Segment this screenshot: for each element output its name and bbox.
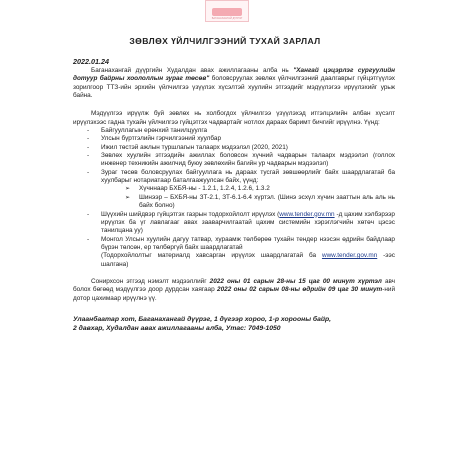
submission-deadline: 2022 оны 02 сарын 08-ны өдрийн 09 цаг 30 минут (217, 286, 383, 294)
requirement-item: - Шүүхийн шийдвэр гүйцэтгэх газрын тодорхойлолт ирүүлэх (www.tender.gov.mn -д цахим хэлбэрээр ирүүлэх ба үг лавлагааг авах зааварчилгаатай цахим системийн хэрэглэгчийн хөтөч цэсэс танилцана уу) (87, 211, 395, 236)
requirement-item: - Ижил төстэй ажлын туршлагын талаарх мэдээлэл (2020, 2021) (87, 144, 395, 152)
info-deadline: 2022 оны 01 сарын 28-ны 15 цаг 00 минут хүртэл (209, 277, 382, 285)
project-name: "Хангай цэцэрлэг сургуулийн дотуур байрны хоололлын зураг төсөв" (73, 67, 395, 83)
requirement-item: - Зураг төсөв боловсруулах байгууллага нь дараах тусгай зөвшөөрлийг байх шаардлагатай ба хуулбарыг нотариатаар баталгаажуулсан байх, үүнд: ➢ Хүчннаар БХБЯ-ны - 1.2.1, 1.2.4, 1.2.6, 1.3.2 ➢ Шинээр – БХБЯ-ны ЗТ-2.1, ЗТ-6.1-6.4 хүртэл. (Шинэ эсхүл хүчин зааттын аль аль нь байх болно) (87, 169, 395, 211)
requirements-intro: Мэдүүлгээ ирүүлж буй зөвлөх нь холбогдох үйлчилгээ үзүүлэхэд итгэлцэлийн албан хүсэлт ирүүлэхээс гадна тухайн үйлчилгээ гүйцэтгэх чадвартайг нотлох дараах баримт бичгийг ирүүлнэ. Үүнд: (73, 110, 395, 126)
requirement-item: - Зөвлөх хуулийн этгээдийн ажиллах боловсон хүчний чадварын талаарх мэдээлэл (голлох инженер техникийн ажилчид буюу зөвлөхийн багийн ур чадварын мэдээлэл) (87, 152, 395, 169)
logo-mark-icon (212, 8, 242, 16)
announcement-date: 2022.01.24 (73, 57, 109, 66)
logo-caption: БАГАНАХАНГАЙ ДҮҮРЭГ (211, 17, 243, 20)
license-sublist (101, 185, 395, 210)
organization-logo (205, 0, 249, 22)
intro-part2: боловсруулах зөвлөх үйлчилгээний даалгаврыг гүйцэтгүүлэх зорилгоор ТТЗ-ийн эрхийн үйлчилгээ үзүүлэх хүсэлтэй хуулийн этгээдийг мэдүүлэгээ ирүүлэхийг урьж байна. (73, 75, 395, 100)
tender-link[interactable]: www.tender.gov.mn (279, 210, 335, 218)
deadline-paragraph: Сонирхсон этгээд нэмэлт мэдээллийг 2022 оны 01 сарын 28-ны 15 цаг 00 минут хүртэл авч болох бөгөөд мэдүүлгээ доор дурдсан хаягаар 2022 оны 02 сарын 08-ны өдрийн 09 цаг 30 минут-ний дотор цахимаар ирүүлнэ үү. (73, 277, 396, 302)
announcement-title: ЗӨВЛӨХ ҮЙЛЧИЛГЭЭНИЙ ТУХАЙ ЗАРЛАЛ (129, 36, 321, 46)
intro-paragraph (73, 67, 395, 100)
license-sub-item: ➢ Шинээр – БХБЯ-ны ЗТ-2.1, ЗТ-6.1-6.4 хүртэл. (Шинэ эсхүл хүчин зааттын аль аль нь байх болно) (125, 194, 395, 211)
intro-part1: Баганахангай дүүргийн Худалдан авах ажиллагааны алба нь (91, 67, 294, 74)
tender-link[interactable]: www.tender.gov.mn (321, 252, 378, 260)
requirement-item: - Байгууллагын ерөнхий танилцуулга (87, 127, 395, 135)
announcement-body (73, 57, 395, 333)
contact-address: Улаанбаатар хот, Баганахангай дүүрэг, 1 дүгээр хороо, 1-р хорооны байр, 2 давхар, Худалдан авах ажиллагааны алба, Утас: 7049-1050 (73, 315, 332, 332)
requirement-item: - Монгол Улсын хуулийн дагуу татвар, хураамж төлбөрөө тухайн тендер нээсэн өдрийн байдлаар бүрэн төлсөн, ер төлбөргүй байх шаардлагатай (Тодорхойлолтыг материалд хавсарган ирүүлэх шаардлагатай ба www.tender.gov.mn -ээс шалгана) (87, 236, 395, 269)
license-sub-item: ➢ Хүчннаар БХБЯ-ны - 1.2.1, 1.2.4, 1.2.6, 1.3.2 (125, 185, 395, 193)
requirements-list (73, 127, 395, 269)
requirement-item: - Улсын бүртгэлийн гэрчилгээний хуулбар (87, 135, 395, 143)
